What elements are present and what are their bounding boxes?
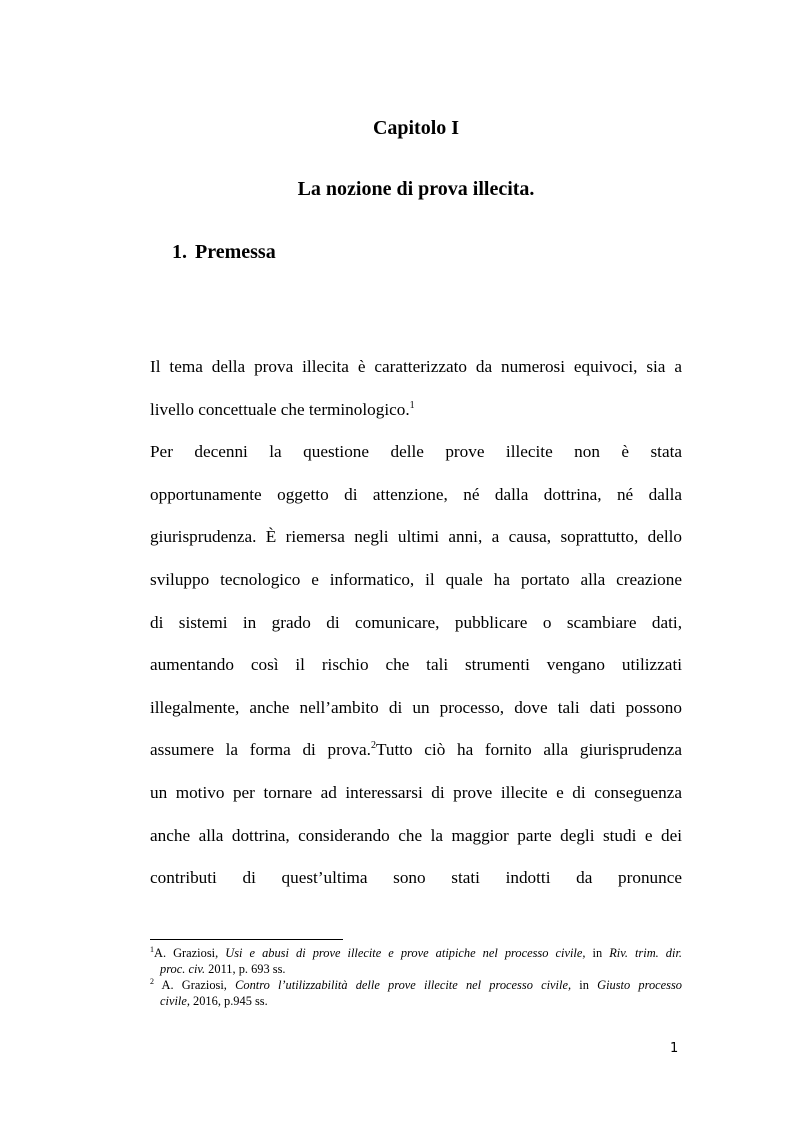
footnote-in: in (571, 978, 598, 992)
footnote-author: A. Graziosi, (154, 978, 236, 992)
body-line (150, 397, 682, 440)
footnote-marker: 2 (150, 977, 154, 986)
footnote-journal: Giusto processo (597, 978, 682, 992)
chapter-subtitle: La nozione di prova illecita. (297, 178, 535, 200)
footnote-line (150, 977, 682, 993)
section-title: Premessa (195, 241, 276, 263)
body-line: di sistemi in grado di comunicare, pubblicare o scambiare dati, (150, 612, 682, 632)
body-line: opportunamente oggetto di attenzione, né dalla dottrina, né dalla (150, 484, 682, 504)
footnote-author: A. Graziosi, (154, 946, 226, 960)
footnote-ref: 2 (370, 740, 376, 752)
body-line: Per decenni la questione delle prove illecite non è stata (150, 442, 682, 462)
body-line: aumentando così il rischio che tali strumenti vengano utilizzati (150, 655, 682, 675)
footnote-details: 2016, p.945 ss. (189, 994, 268, 1008)
body-line-text: Tutto ciò ha fornito alla giurisprudenza (375, 740, 682, 760)
body-line-text: assumere la forma di prova. (150, 740, 371, 760)
footnote-title: Contro l’utilizzabilità delle prove illecite nel processo civile, (235, 978, 572, 992)
footnote-journal: proc. civ. (160, 962, 206, 976)
chapter-title: Capitolo I (372, 117, 460, 139)
body-line: sviluppo tecnologico e informatico, il quale ha portato alla creazione (150, 569, 682, 589)
body-line: contributi di quest’ultima sono stati indotti da pronunce (150, 868, 682, 888)
footnote-line (150, 945, 682, 961)
footnote-ref: 1 (409, 399, 415, 411)
footnote-marker: 1 (150, 945, 154, 954)
body-line (150, 737, 682, 780)
footnote-journal: Riv. trim. dir. (609, 946, 682, 960)
footnote-1 (150, 945, 682, 977)
footnote-details: 2011, p. 693 ss. (205, 962, 286, 976)
footnote-title: Usi e abusi di prove illecite e prove atipiche nel processo civile, (225, 946, 586, 960)
body-line: Il tema della prova illecita è caratterizzato da numerosi equivoci, sia a (150, 357, 682, 376)
footnote-in: in (585, 946, 610, 960)
body-line: un motivo per tornare ad interessarsi di prove illecite e di conseguenza (150, 782, 682, 802)
footnote-journal: civile, (160, 994, 190, 1008)
body-line: illegalmente, anche nell’ambito di un processo, dove tali dati possono (150, 697, 682, 717)
body-line: anche alla dottrina, considerando che la maggior parte degli studi e dei (150, 825, 682, 845)
footnote-2 (150, 977, 682, 1009)
footnote-separator (150, 939, 343, 940)
footnote-line (150, 993, 682, 1009)
footnotes (150, 945, 682, 1009)
page-number: 1 (670, 1041, 679, 1056)
footnote-line (150, 961, 682, 977)
section-heading (172, 239, 276, 265)
body-text (150, 354, 682, 908)
body-line: giurisprudenza. È riemersa negli ultimi anni, a causa, soprattutto, dello (150, 527, 682, 547)
body-line-text: livello concettuale che terminologico. (150, 399, 410, 419)
section-number: 1. (172, 241, 187, 263)
